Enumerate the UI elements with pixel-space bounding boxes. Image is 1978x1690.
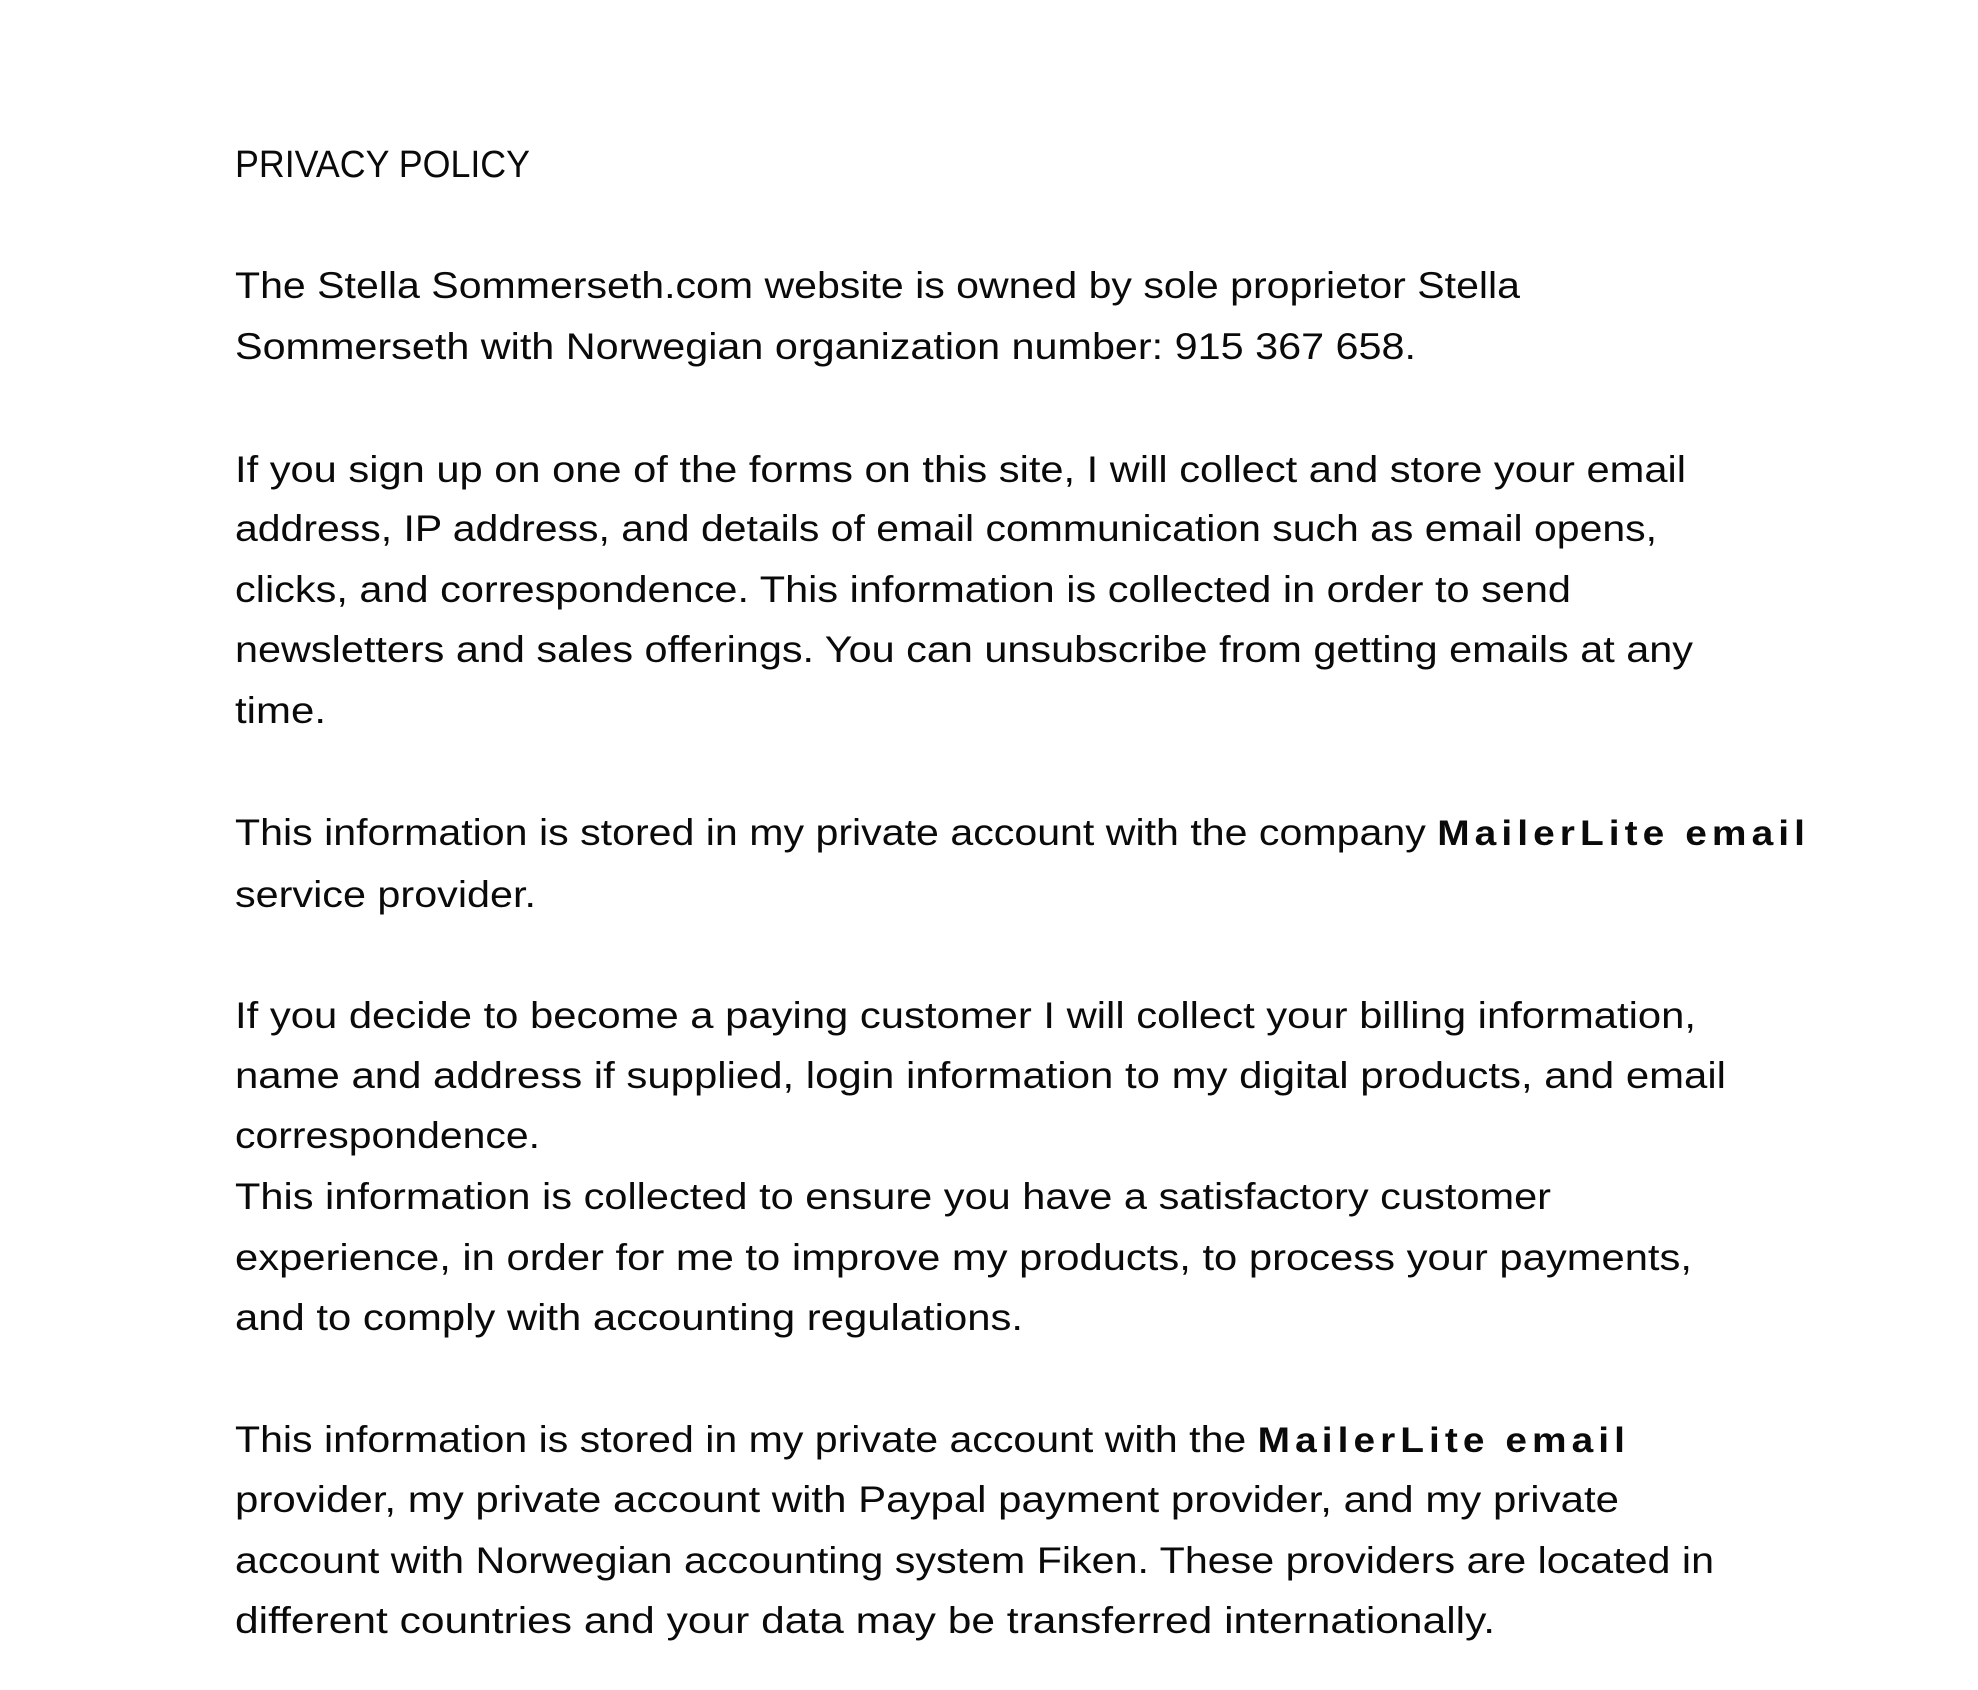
text-line: service provider. (235, 874, 536, 915)
text-line: correspondence. (235, 1115, 540, 1156)
text-line: Sommerseth with Norwegian organization number: 915 367 658. (235, 326, 1416, 367)
text-line: If you decide to become a paying customer I will collect your billing information, (235, 995, 1696, 1036)
text-line: newsletters and sales offerings. You can unsubscribe from getting emails at any (235, 629, 1693, 670)
page-title: PRIVACY POLICY (235, 144, 530, 186)
text-line: The Stella Sommerseth.com website is owned by sole proprietor Stella (235, 265, 1520, 306)
text-line: experience, in order for me to improve my products, to process your payments, (235, 1237, 1692, 1278)
text-line-lead: This information is stored in my private account with the company (235, 812, 1438, 853)
text-line: provider, my private account with Paypal payment provider, and my private (235, 1479, 1619, 1520)
text-line: clicks, and correspondence. This information is collected in order to send (235, 569, 1571, 610)
text-line (235, 1421, 1630, 1458)
text-line: name and address if supplied, login information to my digital products, and email (235, 1055, 1726, 1096)
text-line: different countries and your data may be transferred internationally. (235, 1600, 1495, 1641)
text-line: time. (235, 690, 326, 731)
text-line (235, 814, 1810, 851)
provider-name: MailerLite email (1257, 1421, 1630, 1460)
text-line: address, IP address, and details of email communication such as email opens, (235, 508, 1657, 549)
text-line: This information is collected to ensure you have a satisfactory customer (235, 1176, 1551, 1217)
text-line: account with Norwegian accounting system Fiken. These providers are located in (235, 1540, 1714, 1581)
text-line: and to comply with accounting regulations. (235, 1297, 1023, 1338)
text-line: If you sign up on one of the forms on this site, I will collect and store your email (235, 449, 1686, 490)
text-line-lead: This information is stored in my private account with the (235, 1419, 1258, 1460)
provider-name: MailerLite email (1437, 814, 1810, 853)
